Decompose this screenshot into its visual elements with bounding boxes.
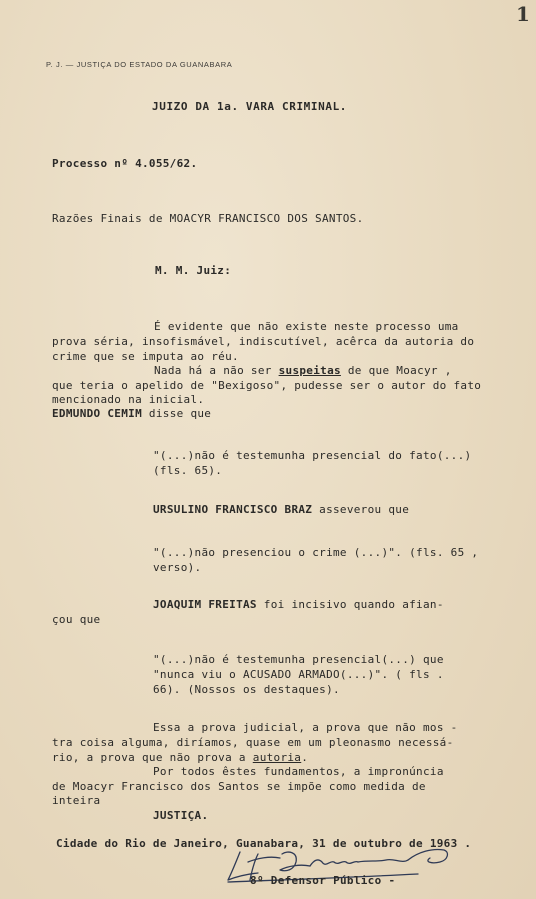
witness-3-quote-line-1: "(...)não é testemunha presencial(...) que (153, 653, 444, 666)
paragraph-4-line-1: Por todos êstes fundamentos, a impronúncia (153, 765, 444, 778)
paragraph-3-text-before: rio, a prova que não prova a (52, 751, 253, 764)
paragraph-4-line-2: de Moacyr Francisco dos Santos se impõe como medida de (52, 780, 426, 793)
signature-title: 8º Defensor Público - (250, 874, 396, 887)
paragraph-1-line-2: prova séria, insofismável, indiscutível, acêrca da autoria do (52, 335, 475, 348)
witness-1-verb: disse que (142, 407, 212, 420)
paragraph-2-line-3: mencionado na inicial. (52, 393, 205, 406)
witness-1-quote-line-2: (fls. 65). (153, 464, 223, 477)
witness-3-intro-cont: çou que (52, 613, 101, 626)
subject-line: Razões Finais de MOACYR FRANCISCO DOS SANTOS. (52, 212, 364, 225)
court-heading: JUIZO DA 1a. VARA CRIMINAL. (152, 100, 348, 113)
witness-3-verb: foi incisivo quando afian- (256, 598, 444, 611)
paragraph-3-line-2: tra coisa alguma, diríamos, quase em um pleonasmo necessá- (52, 736, 454, 749)
witness-3-intro (153, 598, 444, 611)
paragraph-1-line-3: crime que se imputa ao réu. (52, 350, 239, 363)
paragraph-3-line-1: Essa a prova judicial, a prova que não mos - (153, 721, 458, 734)
paragraph-2-text-before: Nada há a não ser (154, 364, 279, 377)
underlined-suspeitas: suspeitas (278, 364, 341, 377)
letterhead: P. J. — JUSTIÇA DO ESTADO DA GUANABARA (46, 60, 233, 69)
paragraph-2-line-1 (154, 364, 452, 377)
witness-2-quote-line-2: verso). (153, 561, 202, 574)
dateline: Cidade do Rio de Janeiro, Guanabara, 31 de outubro de 1963 . (56, 837, 472, 850)
page-number: 1 (516, 2, 530, 26)
paragraph-3-text-after: . (301, 751, 309, 764)
witness-1-intro (52, 407, 211, 420)
witness-2-name: URSULINO FRANCISCO BRAZ (153, 503, 313, 516)
paragraph-3-line-3 (52, 751, 308, 764)
underlined-autoria: autoria (252, 751, 302, 764)
witness-2-verb: asseverou que (312, 503, 410, 516)
witness-2-quote-line-1: "(...)não presenciou o crime (...)". (fls. 65 , (153, 546, 479, 559)
paragraph-1-line-1: É evidente que não existe neste processo uma (154, 320, 459, 333)
justice-closing: JUSTIÇA. (153, 809, 209, 822)
witness-3-name: JOAQUIM FREITAS (153, 598, 257, 611)
salutation: M. M. Juiz: (155, 264, 232, 277)
witness-2-intro (153, 503, 409, 516)
process-number: Processo nº 4.055/62. (52, 157, 198, 170)
paragraph-2-line-2: que teria o apelido de "Bexigoso", pudesse ser o autor do fato (52, 379, 482, 392)
paragraph-2-text-after: de que Moacyr , (340, 364, 452, 377)
paragraph-4-line-3: inteira (52, 794, 101, 807)
witness-1-quote-line-1: "(...)não é testemunha presencial do fato(...) (153, 449, 472, 462)
witness-3-quote-line-2: "nunca viu o ACUSADO ARMADO(...)". ( fls . (153, 668, 444, 681)
witness-3-quote-line-3: 66). (Nossos os destaques). (153, 683, 340, 696)
witness-1-name: EDMUNDO CEMIM (52, 407, 142, 420)
